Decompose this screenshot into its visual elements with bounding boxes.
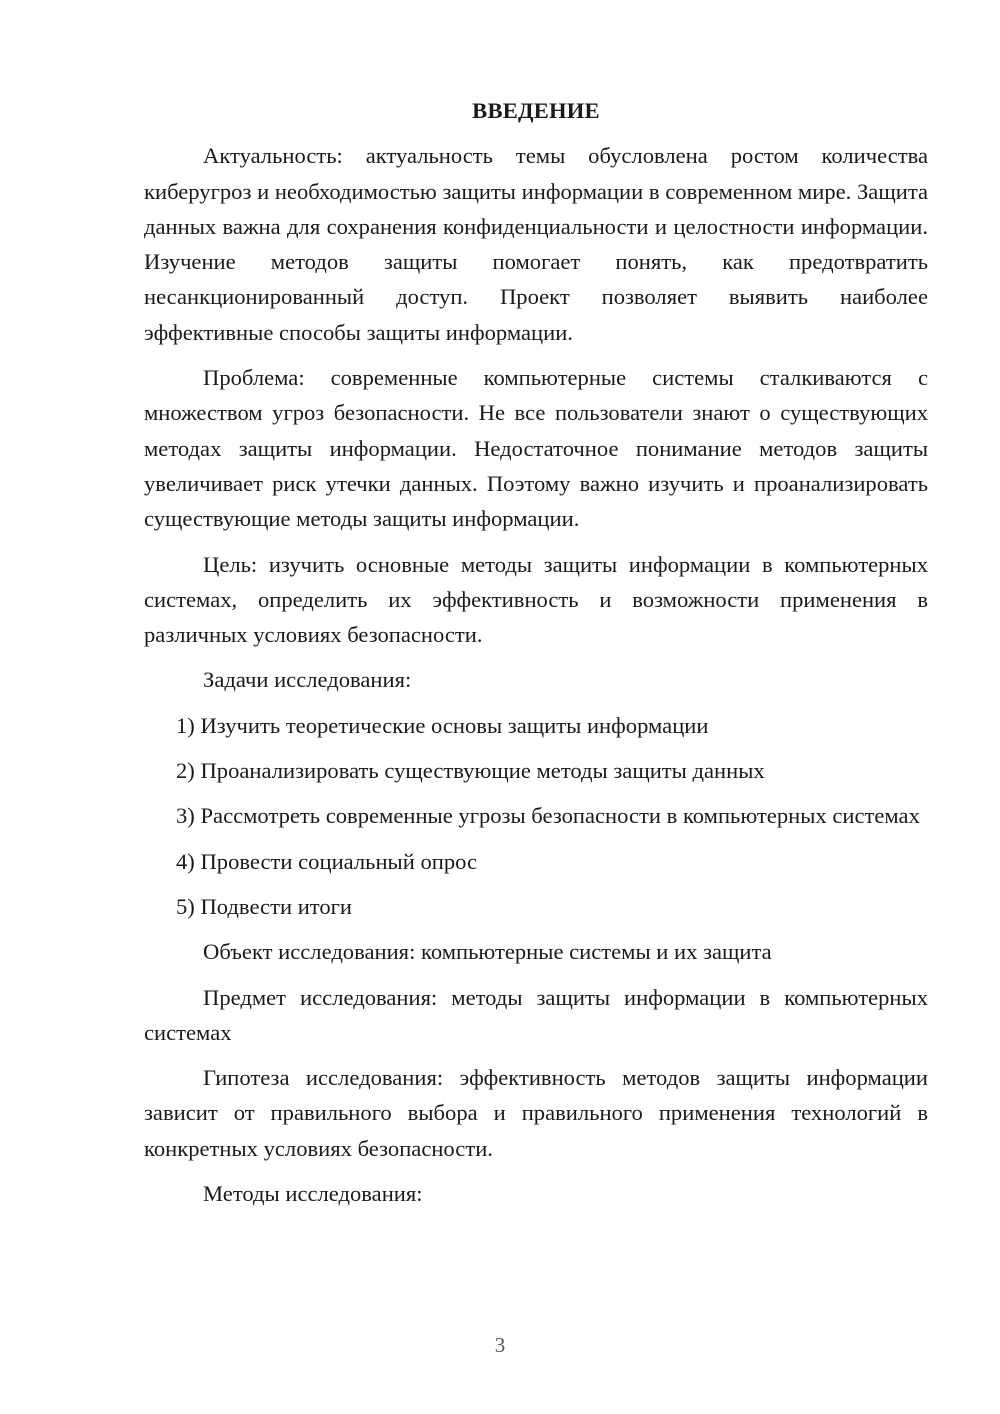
paragraph-relevance: Актуальность: актуальность темы обусловлена ростом количества киберугроз и необходимостью защиты информации в современном мире. Защита данных важна для сохранения конфиденциальности и целостности информации. Изучение методов защиты помогает понять, как предотвратить несанкционированный доступ. Проект позволяет выявить наиболее эффективные способы защиты информации. — [144, 143, 928, 345]
document-page — [144, 93, 928, 1221]
page-number: 3 — [494, 1333, 506, 1357]
list-item: 4) Провести социальный опрос — [176, 848, 478, 874]
paragraph-problem: Проблема: современные компьютерные системы сталкиваются с множеством угроз безопасности. Не все пользователи знают о существующих методах защиты информации. Недостаточное понимание методов защиты увеличивает риск утечки данных. Поэтому важно изучить и проанализировать существующие методы защиты информации. — [144, 365, 928, 532]
paragraph-object: Объект исследования: компьютерные системы и их защита — [203, 939, 772, 965]
list-item: 1) Изучить теоретические основы защиты информации — [176, 712, 709, 738]
paragraph-hypothesis: Гипотеза исследования: эффективность методов защиты информации зависит от правильного выбора и правильного применения технологий в конкретных условиях безопасности. — [144, 1065, 928, 1161]
list-item: 5) Подвести итоги — [176, 893, 353, 919]
paragraph-goal: Цель: изучить основные методы защиты информации в компьютерных системах, определить их эффективность и возможности применения в различных условиях безопасности. — [144, 551, 928, 648]
paragraph-methods-heading: Методы исследования: — [203, 1181, 423, 1207]
paragraph-subject: Предмет исследования: методы защиты информации в компьютерных системах — [144, 984, 928, 1045]
tasks-list — [144, 708, 928, 924]
paragraph-tasks-heading: Задачи исследования: — [203, 667, 412, 693]
section-title: ВВЕДЕНИЕ — [472, 98, 600, 123]
list-item: 3) Рассмотреть современные угрозы безопасности в компьютерных системах — [176, 803, 920, 829]
list-item: 2) Проанализировать существующие методы защиты данных — [176, 758, 765, 784]
